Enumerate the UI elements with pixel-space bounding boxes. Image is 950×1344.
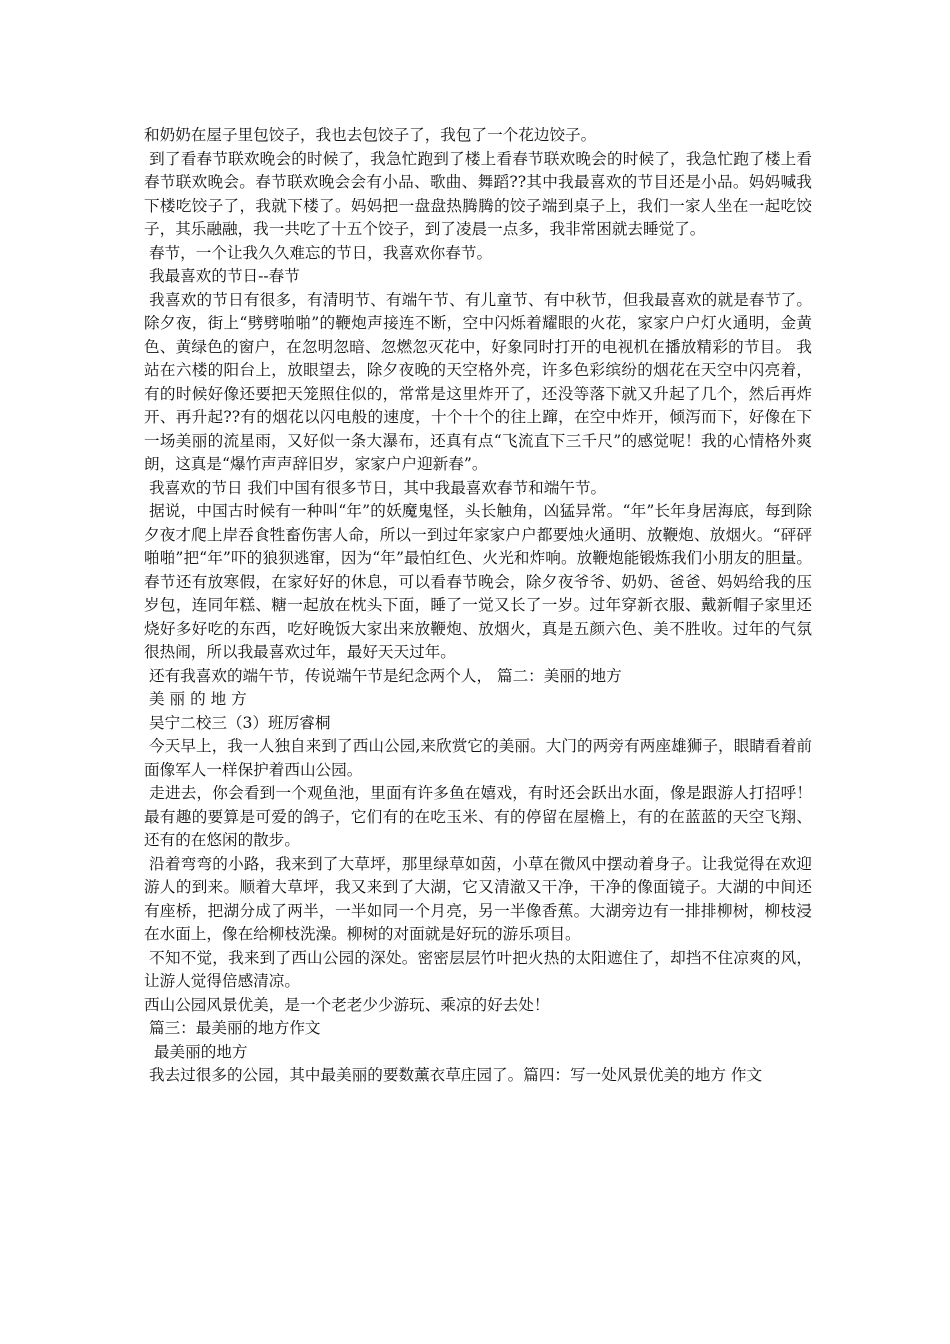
paragraph-fish-pond: 走进去，你会看到一个观鱼池，里面有许多鱼在嬉戏，有时还会跃出水面，像是跟游人打招呼！最有趣的要算是可爱的鸽子，它们有的在吃玉米、有的停留在屋檐上，有的在蓝蓝的天空飞翔、还有的在悠闲的散步。 [144,784,812,849]
paragraph-xishan-park: 今天早上，我一人独自来到了西山公园,来欣赏它的美丽。大门的两旁有两座雄狮子，眼睛看着前面像军人一样保护着西山公园。 [144,737,812,779]
paragraph-chinese-festivals: 我喜欢的节日 我们中国有很多节日，其中我最喜欢春节和端午节。 [144,478,607,497]
paragraph-dragon-boat: 还有我喜欢的端午节，传说端午节是纪念两个人， 篇二：美丽的地方 [144,666,622,685]
paragraph-dumplings: 和奶奶在屋子里包饺子，我也去包饺子了，我包了一个花边饺子。 [144,126,597,144]
paragraph-bamboo: 不知不觉，我来到了西山公园的深处。密密层层竹叶把火热的太阳遮住了，却挡不住凉爽的风，让游人觉得倍感清凉。 [144,948,812,990]
document-page [144,124,817,1088]
paragraph-spring-festival-love: 春节，一个让我久久难忘的节日，我喜欢你春节。 [144,243,493,262]
heading-favorite-festival: 我最喜欢的节日--春节 [144,267,300,285]
paragraph-gala: 到了看春节联欢晚会的时候了，我急忙跑到了楼上看春节联欢晚会的时候了，我急忙跑了楼上看春节联欢晚会。春节联欢晚会会有小品、歌曲、舞蹈??其中我最喜欢的节目还是小品。妈妈喊我下楼吃饺子了，我就下楼了。妈妈把一盘盘热腾腾的饺子端到桌子上，我们一家人坐在一起吃饺子，其乐融融，我一共吃了十五个饺子，到了凌晨一点多，我非常困就去睡觉了。 [144,149,812,238]
heading-beautiful-place: 美 丽 的 地 方 [144,690,247,708]
paragraph-nian-legend: 据说，中国古时候有一种叫“年”的妖魔鬼怪，头长触角，凶猛异常。“年”长年身居海底，每到除夕夜才爬上岸吞食牲畜伤害人命，所以一到过年家家户户都要烛火通明、放鞭炮、放烟火。“砰砰啪啪”把“年”吓的狼狈逃窜，因为“年”最怕红色、火光和炸响。放鞭炮能锻炼我们小朋友的胆量。春节还有放寒假，在家好好的休息，可以看春节晚会，除夕夜爷爷、奶奶、爸爸、妈妈给我的压岁包，连同年糕、糖一起放在枕头下面，睡了一觉又长了一岁。过年穿新衣服、戴新帽子家里还烧好多好吃的东西，吃好晚饭大家出来放鞭炮、放烟火，真是五颜六色、美不胜收。过年的气氛很热闹，所以我最喜欢过年，最好天天过年。 [144,502,812,661]
heading-most-beautiful-place: 最美丽的地方 [144,1042,248,1061]
author-line: 吴宁二校三（3）班厉睿桐 [144,713,331,732]
heading-part-three: 篇三：最美丽的地方作文 [144,1019,321,1037]
paragraph-park-summary: 西山公园风景优美，是一个老老少少游玩、乘凉的好去处！ [144,995,550,1014]
paragraph-lavender-manor: 我去过很多的公园，其中最美丽的要数薰衣草庄园了。篇四：写一处风景优美的地方 作文 [144,1066,763,1084]
paragraph-new-year-eve: 我喜欢的节日有很多，有清明节、有端午节、有儿童节、有中秋节，但我最喜欢的就是春节了。 除夕夜，街上“劈劈啪啪”的鞭炮声接连不断，空中闪烁着耀眼的火花，家家户户灯火通明，金黄色、黄绿色的窗户，在忽明忽暗、忽燃忽灭花中，好象同时打开的电视机在播放精彩的节目。 我站在六楼的阳台上，放眼望去，除夕夜晚的天空格外亮，许多色彩缤纷的烟花在天空中闪亮着，有的时候好像还要把天笼照住似的，常常是这里炸开了，还没等落下就又升起了几个，然后再炸开、再升起??有的烟花以闪电般的速度，十个十个的往上蹿，在空中炸开，倾泻而下，好像在下一场美丽的流星雨，又好似一条大瀑布，还真有点“飞流直下三千尺”的感觉呢！我的心情格外爽朗，这真是“爆竹声声辞旧岁，家家户户迎新春”。 [144,290,817,473]
paragraph-lawn-lake: 沿着弯弯的小路，我来到了大草坪，那里绿草如茵，小草在微风中摆动着身子。让我觉得在欢迎游人的到来。顺着大草坪，我又来到了大湖，它又清澈又干净，干净的像面镜子。大湖的中间还有座桥，把湖分成了两半，一半如同一个月亮，另一半像香蕉。大湖旁边有一排排柳树，柳枝浸在水面上，像在给柳枝洗澡。柳树的对面就是好玩的游乐项目。 [144,854,812,943]
